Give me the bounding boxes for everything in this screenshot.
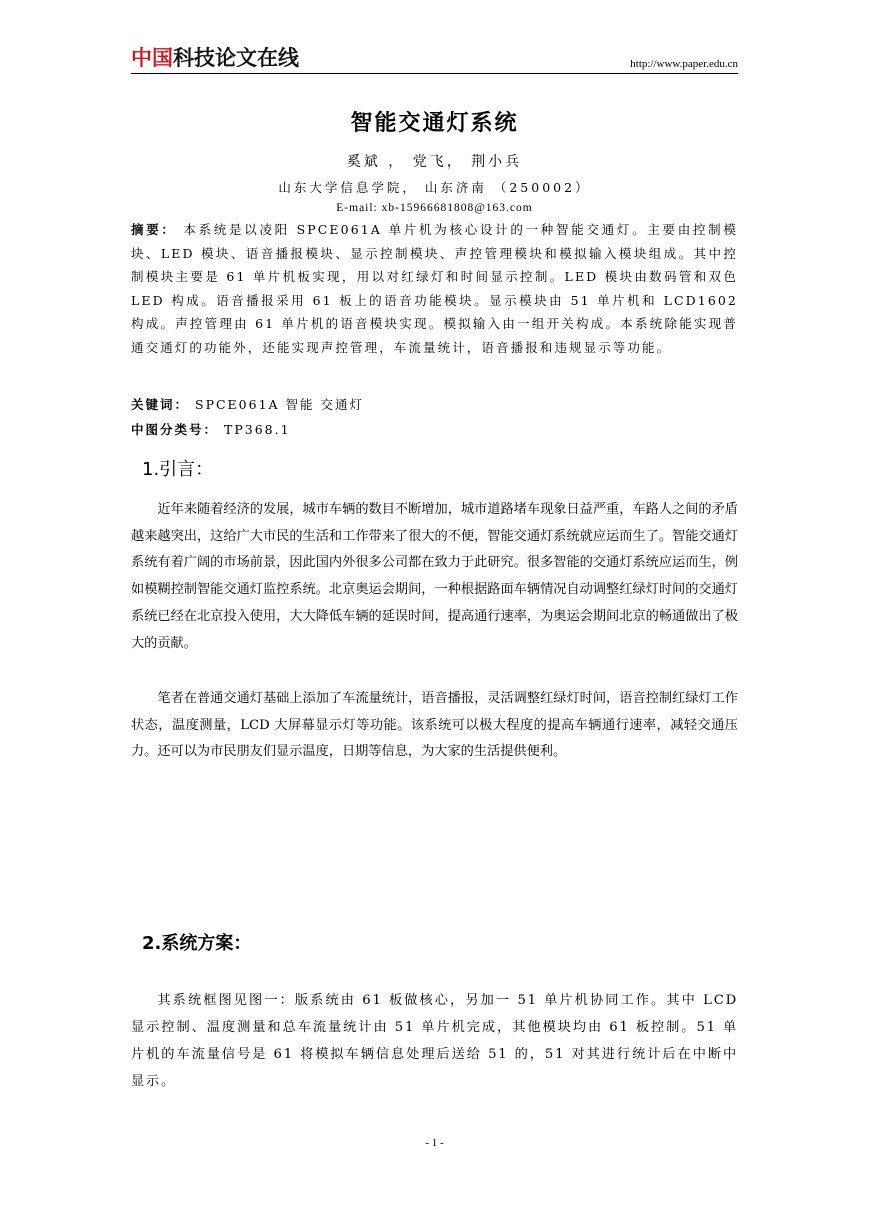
abstract-text: 本系统是以凌阳 SPCE061A 单片机为核心设计的一种智能交通灯。主要由控制模块、LED 模块、语音播报模块、显示控制模块、声控管理模块和模拟输入模块组成。其中控制模块主要是 61 单片机板实现，用以对红绿灯和时间显示控制。LED 模块由数码管和双色 LED 构成。语音播报采用 61 板上的语音功能模块。显示模块由 51 单片机和 LCD1602 构成。声控管理由 61 单片机的语音模块实现。模拟输入由一组开关构成。本系统除能实现普通交通灯的功能外，还能实现声控管理，车流量统计，语音播报和违规显示等功能。	[131, 222, 738, 355]
logo-black-text: 科技论文在线	[173, 46, 299, 70]
page-header	[131, 44, 738, 74]
keywords-label: 关键词：	[131, 397, 190, 412]
page-number: - 1 -	[425, 1137, 444, 1149]
classification-label: 中图分类号：	[131, 422, 219, 437]
authors: 奚斌 ， 党飞， 荆小兵	[346, 154, 523, 170]
header-divider	[131, 73, 738, 74]
abstract-label: 摘要：	[131, 222, 177, 237]
affiliation: 山东大学信息学院， 山东济南 （250002）	[278, 180, 591, 195]
logo-red-text: 中国	[131, 46, 173, 70]
system-paragraph-1: 其系统框图见图一：版系统由 61 板做核心，另加一 51 单片机协同工作。其中 LCD 显示控制、温度测量和总车流量统计由 51 单片机完成，其他模块均由 61 板控制。51 单片机的车流量信号是 61 将模拟车辆信息处理后送给 51 的，51 对其进行统计后在中断中显示。	[131, 993, 738, 1089]
header-url[interactable]: http://www.paper.edu.cn	[630, 58, 738, 70]
section-heading-intro: 1.引言：	[142, 459, 214, 480]
classification-text: TP368.1	[224, 422, 291, 437]
intro-paragraph-1: 近年来随着经济的发展，城市车辆的数目不断增加，城市道路堵车现象日益严重，车路人之间的矛盾越来越突出，这给广大市民的生活和工作带来了很大的不便，智能交通灯系统就应运而生了。智能交通灯系统有着广阔的市场前景，因此国内外很多公司都在致力于此研究。很多智能的交通灯系统应运而生，例如模糊控制智能交通灯监控系统。北京奥运会期间，一种根据路面车辆情况自动调整红绿灯时间的交通灯系统已经在北京投入使用，大大降低车辆的延误时间，提高通行速率，为奥运会期间北京的畅通做出了极大的贡献。	[131, 502, 738, 651]
paper-title: 智能交通灯系统	[350, 111, 519, 136]
intro-paragraph-2: 笔者在普通交通灯基础上添加了车流量统计，语音播报，灵活调整红绿灯时间，语音控制红绿灯工作状态，温度测量，LCD 大屏幕显示灯等功能。该系统可以极大程度的提高车辆通行速率，减轻交通压力。还可以为市民朋友们显示温度，日期等信息，为大家的生活提供便利。	[131, 691, 738, 760]
site-logo[interactable]	[131, 46, 299, 70]
classification	[131, 420, 291, 438]
author-email: E-mail: xb-15966681808@163.com	[336, 202, 533, 214]
keywords-text: SPCE061A 智能 交通灯	[195, 397, 364, 412]
section-heading-system: 2.系统方案：	[142, 933, 252, 954]
abstract	[131, 218, 738, 359]
keywords	[131, 395, 364, 413]
